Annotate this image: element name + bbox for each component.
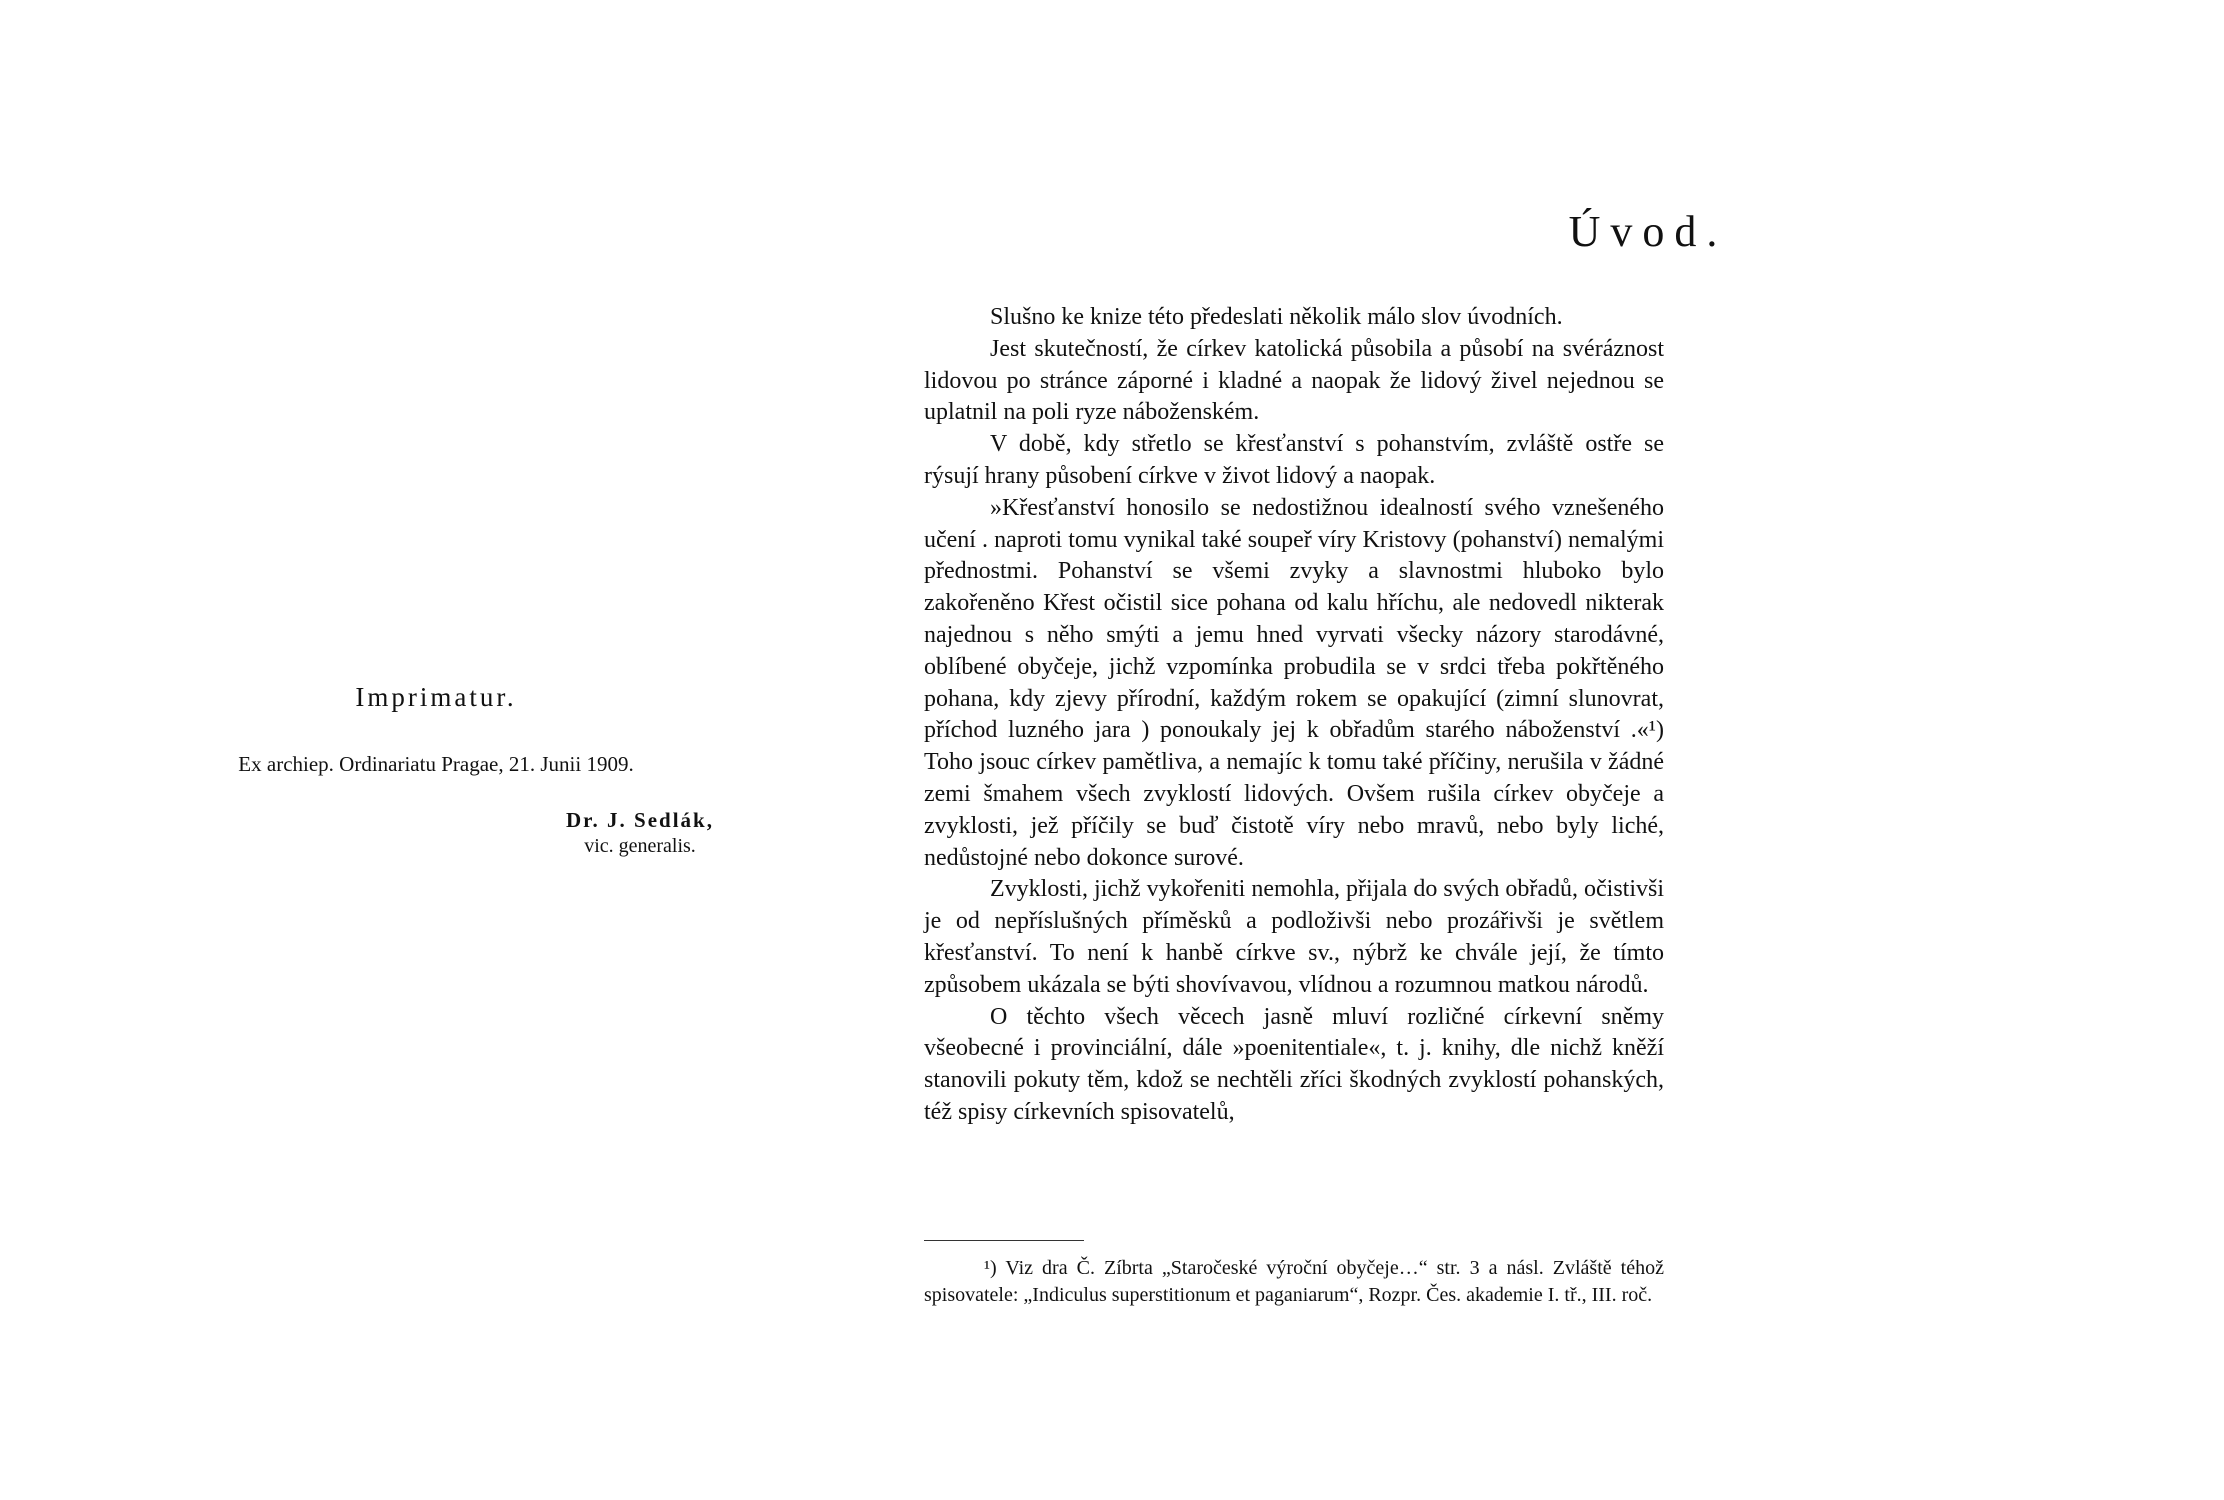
left-page [0,0,852,1500]
paragraph: V době, kdy střetlo se křesťanství s pohanstvím, zvláště ostře se rýsují hrany působení církve v život lidový a naopak. [924,431,1664,489]
paragraph: Zvyklosti, jichž vykořeniti nemohla, přijala do svých obřadů, očistivši je od nepříslušných příměsků a podloživši nebo prozářivši je světlem křesťanství. To není k hanbě církve sv., nýbrž ke chvále její, že tímto způsobem ukázala se býti shovívavou, vlídnou a rozumnou matkou národů. [924,876,1664,998]
footnote-divider [924,1240,1084,1241]
paragraph: O těchto všech věcech jasně mluví rozličné církevní sněmy všeobecné i provinciální, dále »poenitentiale«, t. j. knihy, dle nichž kněží stanovili pokuty těm, kdož se nechtěli zříci škodných zvyklostí pohanských, též spisy církevních spisovatelů, [924,1003,1664,1125]
paragraph: Slušno ke knize této předeslati několik málo slov úvodních. [990,304,1563,330]
chapter-title: Úvod. [1568,207,1728,256]
signature-block [490,808,790,858]
right-page [852,0,1728,1500]
paragraph: Jest skutečností, že církev katolická působila a působí na svéráznost lidovou po stránce záporné i kladné a naopak že lidový živel nejednou se uplatnil na poli ryze náboženském. [924,335,1664,426]
body-text [924,302,1664,1129]
imprimatur-heading: Imprimatur. [355,682,517,712]
imprimatur-statement: Ex archiep. Ordinariatu Pragae, 21. Junii 1909. [238,752,634,776]
footnote: ¹) Viz dra Č. Zíbrta „Staročeské výroční obyčeje…“ str. 3 a násl. Zvláště téhož spisovatele: „Indiculus superstitionum et paganiarum“, Rozpr. Čes. akademie I. tř., III. roč. [924,1257,1664,1306]
paragraph: »Křesťanství honosilo se nedostižnou idealností svého vznešeného učení . naproti tomu vynikal také soupeř víry Kristovy (pohanství) nemalými přednostmi. Pohanství se všemi zvyky a slavnostmi hluboko bylo zakořeněno Křest očistil sice pohana od kalu hříchu, ale nedovedl nikterak najednou s něho smýti a jemu hned vyrvati všecky názory starodávné, oblíbené obyčeje, jichž vzpomínka probudila se v srdci třeba pokřtěného pohana, kdy zjevy přírodní, každým rokem se opakující (zimní slunovrat, příchod luzného jara ) ponoukaly jej k obřadům starého náboženství .«¹) Toho jsouc církev pamětliva, a nemajíc k tomu také příčiny, nerušila v žádné zemi šmahem všech zvyklostí lidových. Ovšem rušila církev obyčeje a zvyklosti, jež příčily se buď čistotě víry nebo mravů, nebo byly liché, nedůstojné nebo dokonce surové. [924,494,1664,871]
signature-role: vic. generalis. [584,835,696,857]
signature-name: Dr. J. Sedlák, [565,808,714,832]
